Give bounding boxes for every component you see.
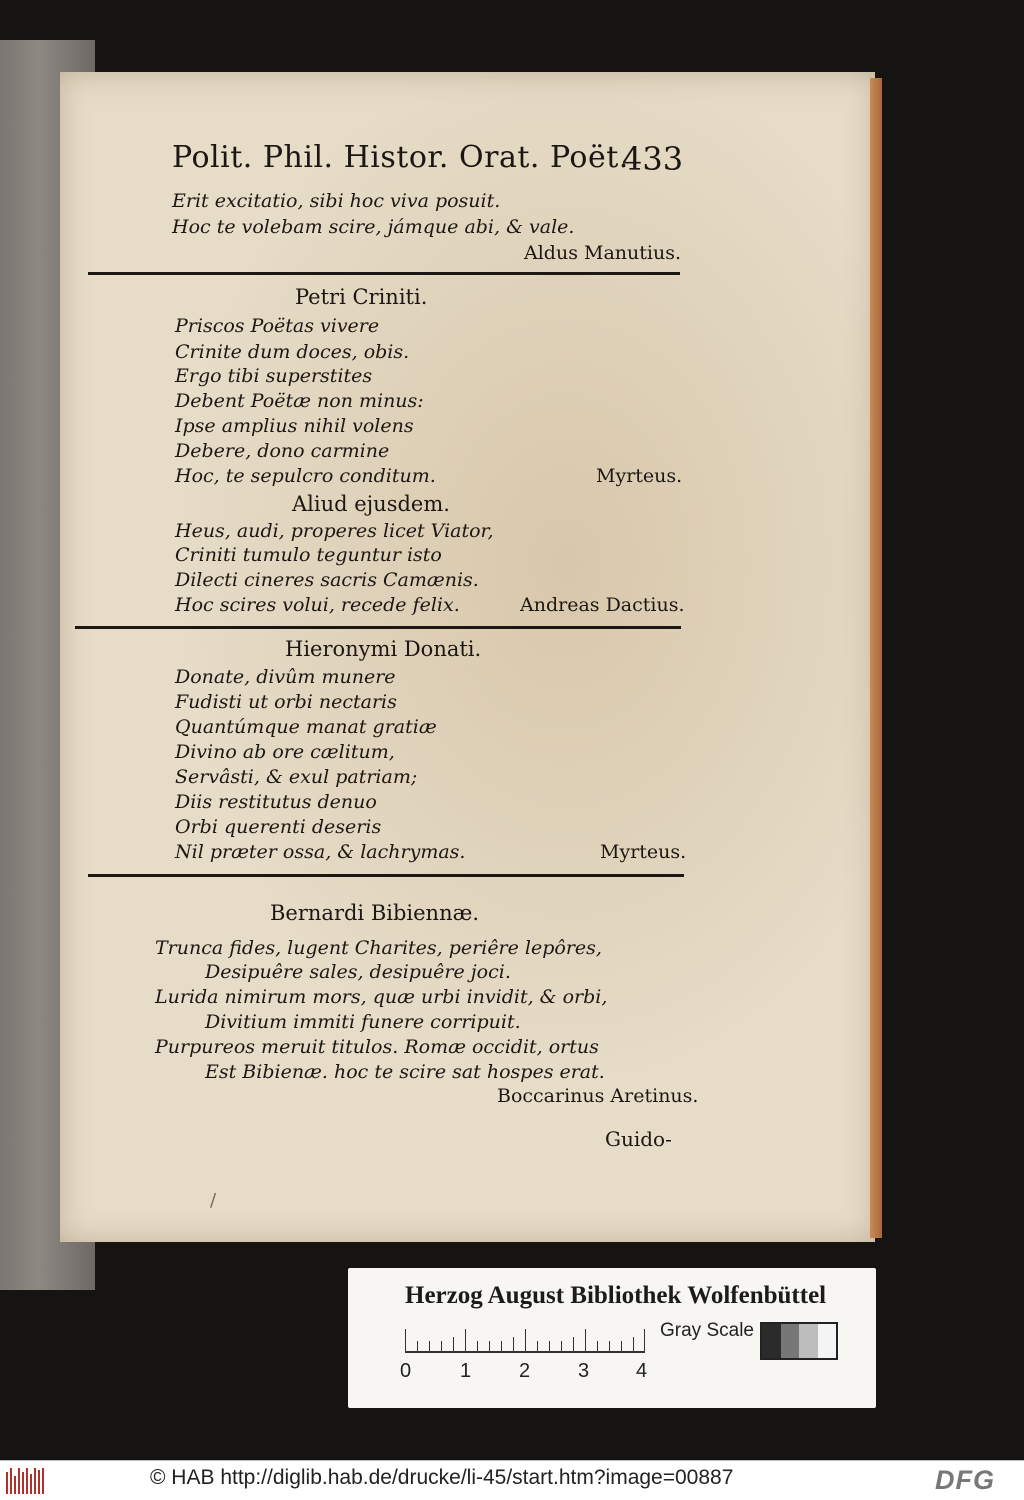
signature: Myrteus. [596, 465, 683, 487]
footer-credit-link[interactable]: © HAB http://diglib.hab.de/drucke/li-45/start.htm?image=00887 [150, 1466, 734, 1489]
verse-line: Ipse amplius nihil volens [175, 415, 414, 437]
ink-mark: / [210, 1190, 217, 1211]
gray-swatch [818, 1324, 837, 1358]
verse-line: Diis restitutus denuo [175, 791, 377, 813]
gray-swatch [799, 1324, 818, 1358]
signature: Myrteus. [600, 841, 687, 863]
verse-line: Hoc, te sepulcro conditum. [175, 465, 436, 487]
ruler-number: 2 [519, 1360, 531, 1382]
verse-line: Divitium immiti funere corripuit. [205, 1011, 521, 1033]
verse-line: Lurida nimirum mors, quæ urbi invidit, & orbi, [155, 986, 608, 1008]
verse-line: Debere, dono carmine [175, 440, 390, 462]
verse-line: Nil præter ossa, & lachrymas. [175, 841, 466, 863]
verse-line: Ergo tibi superstites [175, 365, 373, 387]
dfg-logo: DFG [935, 1465, 995, 1495]
gray-swatch [781, 1324, 800, 1358]
verse-line: Heus, audi, properes licet Viator, [175, 520, 494, 542]
gray-scale-swatches [760, 1322, 838, 1360]
verse-line: Est Bibienæ. hoc te scire sat hospes erat. [205, 1061, 605, 1083]
verse-line: Orbi querenti deseris [175, 816, 382, 838]
verse-line: Erit excitatio, sibi hoc viva posuit. [172, 190, 501, 212]
verse-line: Divino ab ore cælitum, [175, 741, 395, 763]
verse-line: Quantúmque manat gratiæ [175, 716, 437, 738]
verse-line: Debent Poëtæ non minus: [175, 390, 424, 412]
section-heading: Bernardi Bibiennæ. [270, 901, 480, 925]
page-number: 433 [622, 140, 684, 178]
ruler-number: 4 [636, 1360, 648, 1382]
hab-logo-icon [6, 1466, 46, 1494]
library-title: Herzog August Bibliothek Wolfenbüttel [405, 1282, 827, 1309]
section-rule [88, 874, 684, 877]
signature: Aldus Manutius. [524, 242, 681, 264]
section-rule [75, 626, 681, 629]
catchword: Guido- [605, 1127, 672, 1151]
scale-ruler [405, 1325, 645, 1353]
verse-line: Crinite dum doces, obis. [175, 341, 410, 363]
verse-line: Purpureos meruit titulos. Romæ occidit, ortus [155, 1036, 599, 1058]
verse-line: Donate, divûm munere [175, 666, 396, 688]
verse-line: Fudisti ut orbi nectaris [175, 691, 397, 713]
signature: Andreas Dactius. [520, 594, 685, 616]
page-edge [870, 78, 882, 1238]
ruler-number: 3 [578, 1360, 590, 1382]
verse-line: Dilecti cineres sacris Camænis. [175, 569, 479, 591]
section-rule [88, 272, 680, 275]
verse-line: Servâsti, & exul patriam; [175, 766, 418, 788]
verse-line: Trunca fides, lugent Charites, periêre lepôres, [155, 937, 602, 959]
verse-line: Priscos Poëtas vivere [175, 315, 380, 337]
gray-scale-label: Gray Scale [660, 1320, 754, 1341]
verse-line: Criniti tumulo teguntur isto [175, 544, 442, 566]
signature: Boccarinus Aretinus. [497, 1085, 699, 1107]
section-heading: Petri Criniti. [295, 285, 428, 309]
verse-line: Hoc te volebam scire, jámque abi, & vale. [172, 216, 575, 238]
running-head: Polit. Phil. Histor. Orat. Poët. [172, 140, 629, 175]
verse-line: Hoc scires volui, recede felix. [175, 594, 460, 616]
ruler-number: 0 [400, 1360, 412, 1382]
section-heading: Hieronymi Donati. [285, 637, 482, 661]
ruler-number: 1 [460, 1360, 472, 1382]
section-heading: Aliud ejusdem. [292, 492, 450, 516]
verse-line: Desipuêre sales, desipuêre joci. [205, 961, 511, 983]
gray-swatch [762, 1324, 781, 1358]
